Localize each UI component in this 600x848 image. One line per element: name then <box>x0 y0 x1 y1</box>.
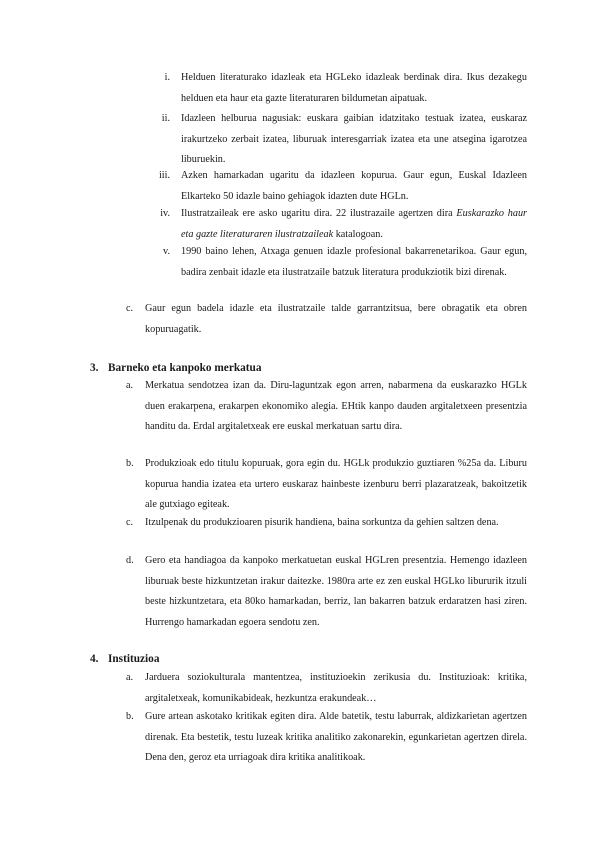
list-item: Gaur egun badela idazle eta ilustratzaile talde garrantzitsua, bere obragatik eta obren kopuruagatik. <box>145 303 527 335</box>
list-marker: ii. <box>161 113 170 124</box>
list-marker: a. <box>126 672 134 683</box>
list-marker: b. <box>126 458 134 469</box>
list-item: Itzulpenak du produkzioaren pisurik handiena, baina sorkuntza da gehien saltzen dena. <box>145 517 499 528</box>
catalog-title: Euskarazko haur eta gazte literaturaren ilustratzaileak <box>181 208 527 240</box>
list-marker: d. <box>126 555 134 566</box>
list-item: Gero eta handiagoa da kanpoko merkatuetan euskal HGLren presentzia. Hemengo idazleen liburuak beste hizkuntzetan irakur daitezke. 1980ra arte ez zen euskal HGLko libururik itzuli beste hizkuntzetara, eta 80ko hamarkadan, berriz, lan bakarren batzuk erdaratzen hasi ziren. Hurrengo hamarkadan egoera sendotu zen. <box>145 555 527 628</box>
list-item: 1990 baino lehen, Atxaga genuen idazle profesional bakarrenetarikoa. Gaur egun, badira zenbait idazle eta ilustratzaile batzuk literatura produkziotik bizi direnak. <box>181 246 527 278</box>
list-item: Gure artean askotako kritikak egiten dira. Alde batetik, testu laburrak, aldizkarietan agertzen direnak. Eta bestetik, testu luzeak kritika analitiko zakonarekin, egunkarietan agertzen direla. Dena den, geroz eta urriagoak dira kritika analitikoak. <box>145 711 527 763</box>
list-marker: a. <box>126 380 134 391</box>
item-text: katalogoan. <box>333 228 383 240</box>
list-marker: c. <box>126 517 134 528</box>
list-item: Produkzioak edo titulu kopuruak, gora egin du. HGLk produkzio guztiaren %25a da. Liburu kopurua handia izatea eta urtero euskaraz hainbeste izenburu berri plazaratzeak, bakoitzetik ale gutxiago egiteak. <box>145 458 527 510</box>
list-marker: iv. <box>160 208 170 219</box>
list-marker: b. <box>126 711 134 722</box>
list-item: Merkatua sendotzea izan da. Diru-laguntzak egon arren, nabarmena da euskarazko HGLk duen erakarpena, erakarpen ekonomiko alegia. EHtik kanpo dauden argitaletxeen presentzia handitu da. Erdal argitaletxeak ere euskal merkatuan sartu dira. <box>145 380 527 432</box>
item-text: Ilustratzaileak ere asko ugaritu dira. 22 ilustrazaile agertzen dira <box>181 208 457 219</box>
list-item: Jarduera soziokulturala mantentzea, instituzioekin zerikusia du. Instituzioak: kritika, argitaletxeak, komunikabideak, hezkuntza erakundeak… <box>145 672 527 704</box>
list-item <box>181 204 527 245</box>
list-item: Helduen literaturako idazleak eta HGLeko idazleak berdinak dira. Ikus dezakegu helduen eta haur eta gazte literaturaren bildumetan aipatuak. <box>181 72 527 104</box>
list-marker: c. <box>126 303 134 314</box>
section-heading: Instituzioa <box>108 653 160 665</box>
list-marker: v. <box>163 246 170 257</box>
section-heading: Barneko eta kanpoko merkatua <box>108 362 262 374</box>
list-item: Idazleen helburua nagusiak: euskara gaibian idatzitako testuak izatea, euskaraz irakurtzeko zerbait izatea, liburuak interesgarriak izatea eta une atsegina igarotzea liburuekin. <box>181 113 527 165</box>
list-marker: iii. <box>158 170 170 181</box>
section-number: 4. <box>90 653 99 665</box>
section-number: 3. <box>90 362 99 374</box>
list-item: Azken hamarkadan ugaritu da idazleen kopurua. Gaur egun, Euskal Idazleen Elkarteko 50 idazle baino gehiagok idazten dute HGLn. <box>181 170 527 202</box>
list-marker: i. <box>164 72 170 83</box>
